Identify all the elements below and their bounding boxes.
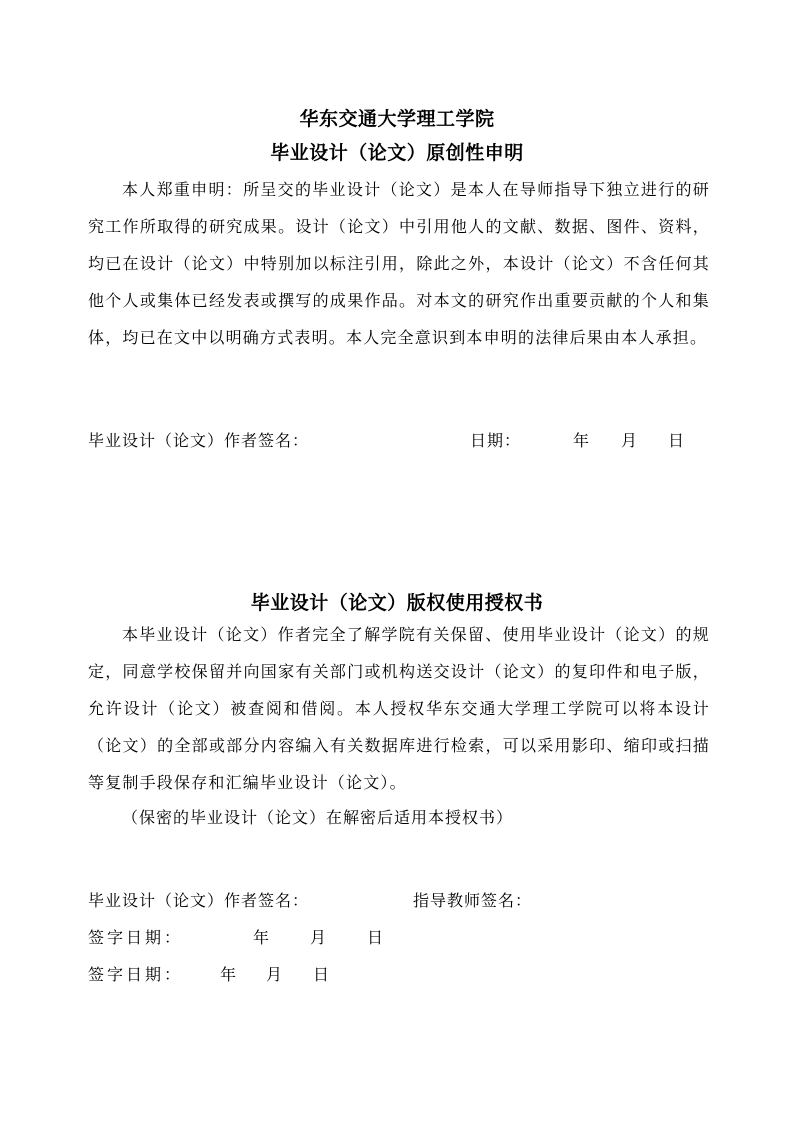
advisor-signature-label: 指导教师签名：: [413, 891, 533, 910]
authorization-body: 本毕业设计（论文）作者完全了解学院有关保留、使用毕业设计（论文）的规定，同意学校保留并向国家有关部门或机构送交设计（论文）的复印件和电子版，允许设计（论文）被查阅和借阅。本人授权华东交通大学理工学院可以将本设计（论文）的全部或部分内容编入有关数据库进行检索，可以采用影印、缩印或扫描等复制手段保存和汇编毕业设计（论文）。: [88, 625, 710, 792]
sign-date-day-1: 日: [367, 928, 385, 947]
sign-date-year-2: 年: [220, 965, 238, 984]
authorization-author-signature-label: 毕业设计（论文）作者签名：: [88, 891, 310, 910]
authorization-note: （保密的毕业设计（论文）在解密后适用本授权书）: [122, 808, 514, 827]
sign-date-label-1: 签字日期：: [88, 928, 184, 947]
declaration-date-label: 日期：: [470, 431, 522, 450]
declaration-day: 日: [668, 431, 686, 450]
sign-date-month-2: 月: [266, 965, 284, 984]
declaration-title: 毕业设计（论文）原创性申明: [270, 142, 524, 164]
sign-date-day-2: 日: [313, 965, 331, 984]
institution-title: 华东交通大学理工学院: [299, 108, 495, 130]
authorization-title: 毕业设计（论文）版权使用授权书: [250, 592, 544, 614]
declaration-author-signature-label: 毕业设计（论文）作者签名：: [88, 431, 310, 450]
sign-date-year-1: 年: [253, 928, 271, 947]
declaration-month: 月: [621, 431, 639, 450]
declaration-year: 年: [573, 431, 591, 450]
sign-date-label-2: 签字日期：: [88, 965, 184, 984]
sign-date-month-1: 月: [310, 928, 328, 947]
declaration-body: 本人郑重申明：所呈交的毕业设计（论文）是本人在导师指导下独立进行的研究工作所取得的研究成果。设计（论文）中引用他人的文献、数据、图件、资料，均已在设计（论文）中特别加以标注引用，除此之外，本设计（论文）不含任何其他个人或集体已经发表或撰写的成果作品。对本文的研究作出重要贡献的个人和集体，均已在文中以明确方式表明。本人完全意识到本申明的法律后果由本人承担。: [88, 180, 710, 347]
